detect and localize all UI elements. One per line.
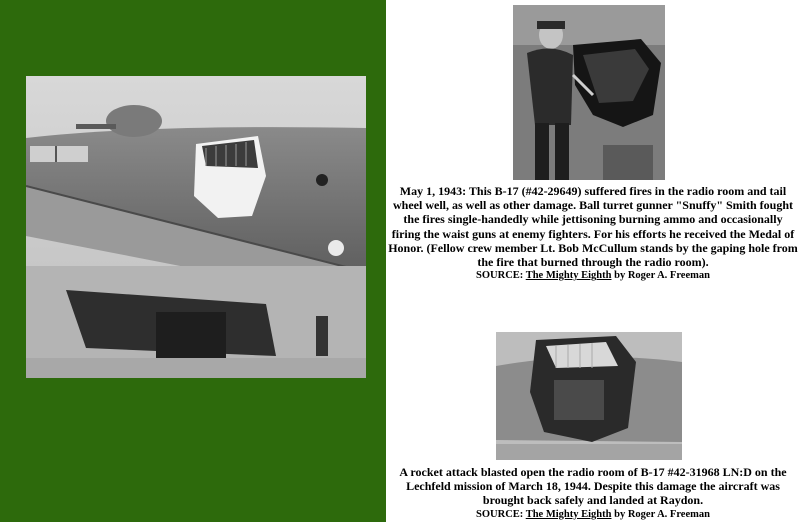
source-prefix: SOURCE: bbox=[476, 508, 524, 520]
gunner-by-hole-photo bbox=[513, 5, 665, 180]
source-title-link[interactable]: The Mighty Eighth bbox=[525, 508, 612, 520]
source-prefix: SOURCE: bbox=[476, 270, 524, 282]
source-author: by Roger A. Freeman bbox=[614, 508, 710, 520]
b17-fuselage-damage-photo bbox=[26, 76, 366, 378]
caption-text: May 1, 1943: This B-17 (#42-29649) suffered fires in the radio room and tail wheel well, as well as other damage. Ball turret gunner "Snuffy" Smith fought the fires single-handedly while jettisoning burning ammo and occasionally firing the waist guns at enemy fighters. For his efforts he received the Medal of Honor. (Fellow crew member Lt. Bob McCullum stands by the gaping hole from the fire that burned through the radio room). bbox=[388, 184, 798, 270]
caption-rocket-attack bbox=[388, 465, 798, 521]
source-line bbox=[388, 269, 798, 282]
green-side-panel bbox=[0, 0, 386, 522]
source-author: by Roger A. Freeman bbox=[614, 270, 710, 282]
source-title-link[interactable]: The Mighty Eighth bbox=[525, 270, 612, 282]
rocket-damage-photo bbox=[496, 332, 682, 460]
caption-radio-room-fire bbox=[388, 184, 798, 282]
source-line bbox=[388, 508, 798, 521]
caption-text: A rocket attack blasted open the radio room of B-17 #42-31968 LN:D on the Lechfeld mission of March 18, 1944. Despite this damage the aircraft was brought back safely and landed at Raydon. bbox=[399, 465, 787, 508]
white-content-panel bbox=[386, 0, 800, 522]
